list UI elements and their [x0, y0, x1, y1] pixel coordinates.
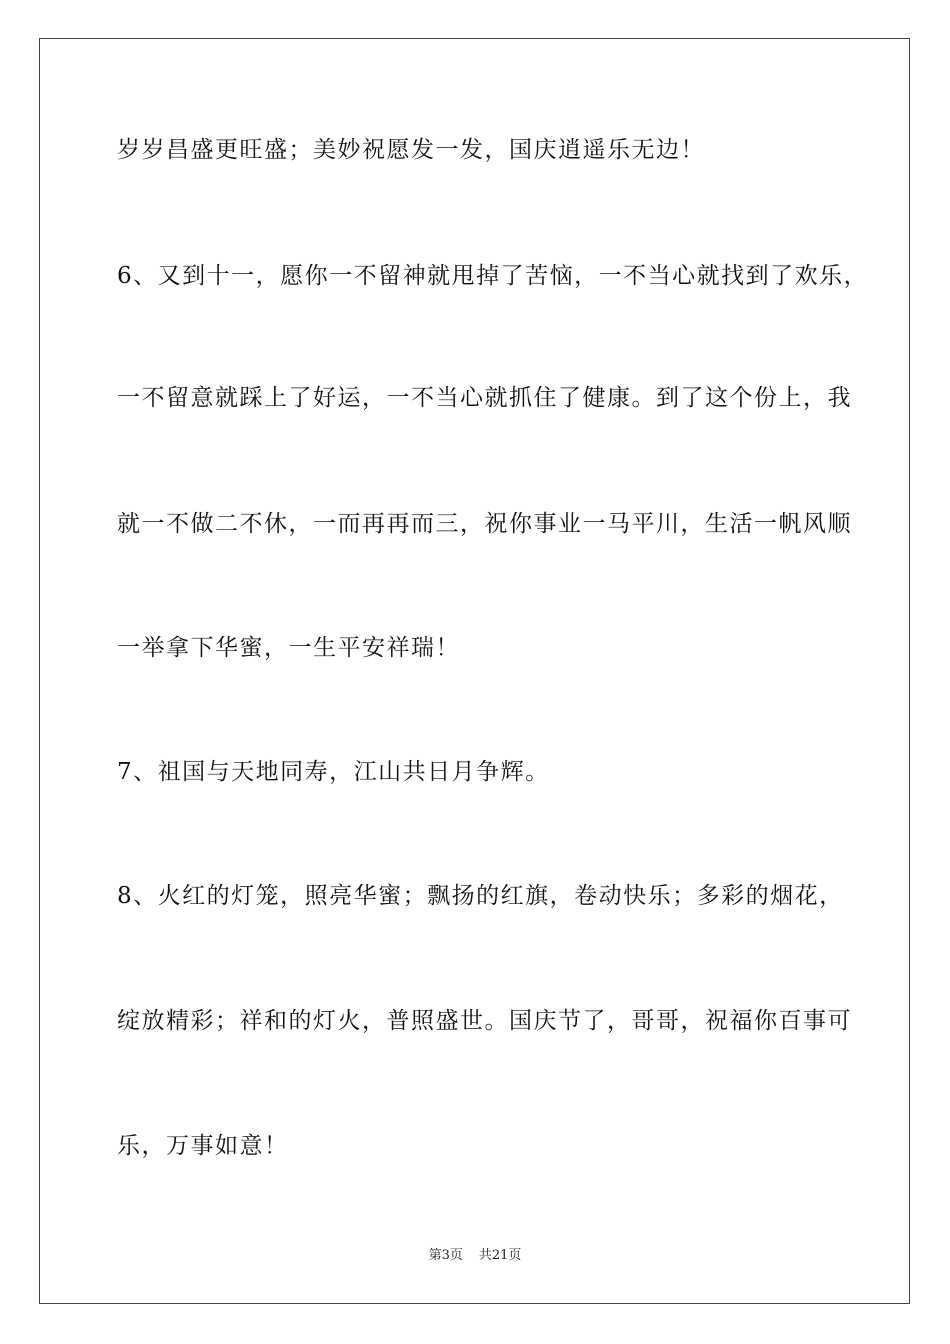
- current-page-number: 第3页: [428, 1248, 463, 1263]
- text-line: 就一不做二不休，一而再再而三，祝你事业一马平川，生活一帆风顺: [117, 511, 852, 537]
- text-line: 一举拿下华蜜，一生平安祥瑞！: [117, 635, 460, 661]
- text-line: 绽放精彩；祥和的灯火，普照盛世。国庆节了，哥哥，祝福你百事可: [117, 1008, 852, 1034]
- page-border: [39, 38, 910, 1304]
- text-line: 岁岁昌盛更旺盛；美妙祝愿发一发，国庆逍遥乐无边！: [117, 137, 705, 163]
- text-line: 8、火红的灯笼，照亮华蜜；飘扬的红旗，卷动快乐；多彩的烟花，: [117, 883, 844, 909]
- text-line: 6、又到十一，愿你一不留神就甩掉了苦恼，一不当心就找到了欢乐，: [117, 263, 869, 289]
- total-page-count: 共21页: [478, 1248, 522, 1263]
- text-line: 7、祖国与天地同寿，江山共日月争辉。: [117, 759, 550, 785]
- text-line: 乐，万事如意！: [117, 1133, 289, 1159]
- page-footer: [0, 1247, 950, 1265]
- text-line: 一不留意就踩上了好运，一不当心就抓住了健康。到了这个份上，我: [117, 385, 852, 411]
